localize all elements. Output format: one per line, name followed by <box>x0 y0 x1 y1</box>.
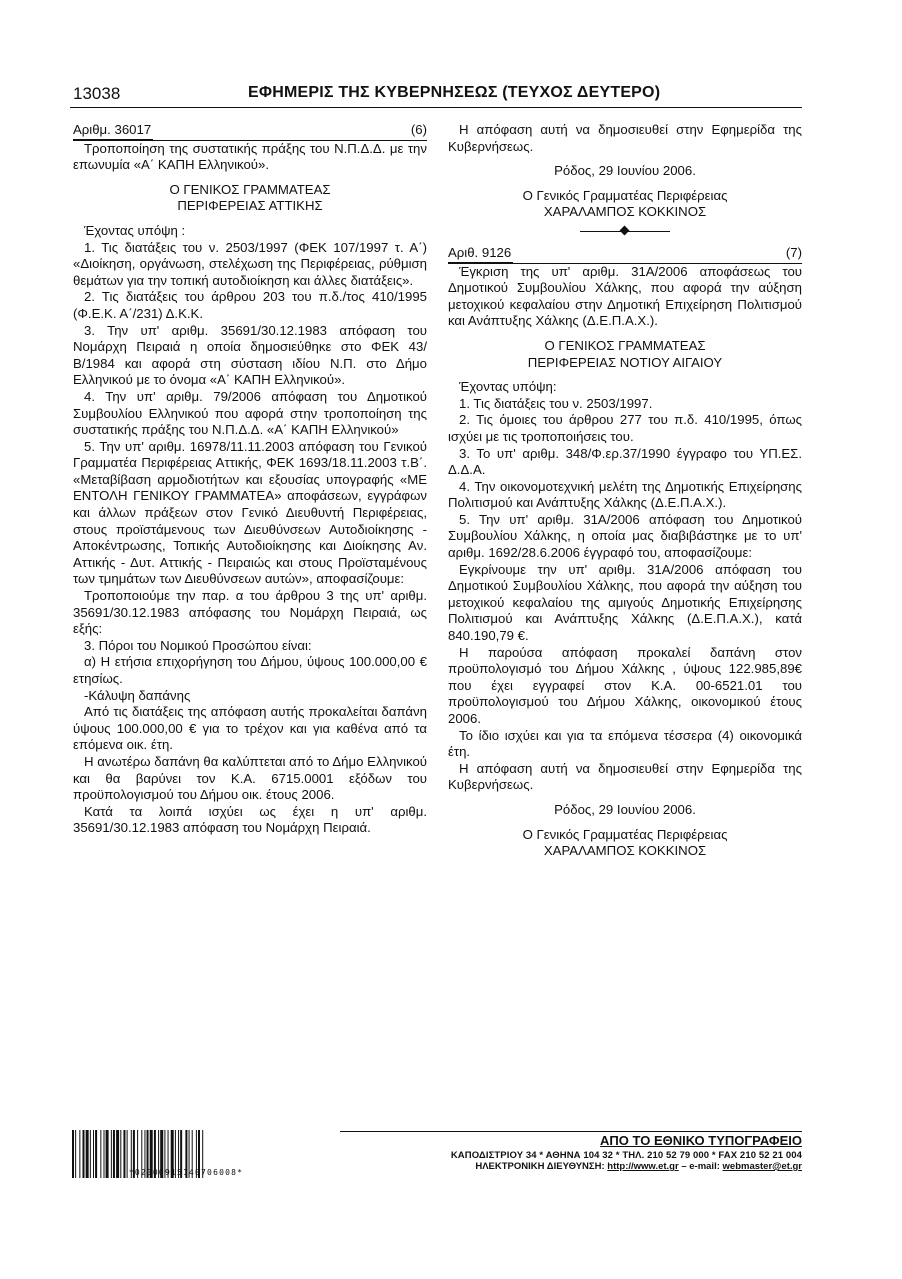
decision-7-signer: ΧΑΡΑΛΑΜΠΟΣ ΚΟΚΚΙΝΟΣ <box>543 843 707 859</box>
decision-6-publish-note: Η απόφαση αυτή να δημοσιευθεί στην Εφημερίδα της Κυβερνήσεως. <box>448 122 802 154</box>
decision-7-paragraph: Το ίδιο ισχύει και για τα επόμενα τέσσερα (4) οικονομικά έτη. <box>448 727 802 760</box>
left-column <box>73 122 427 837</box>
decision-6-intro: Έχοντας υπόψη : <box>84 222 186 238</box>
decision-6-paragraph: 5. Την υπ' αριθμ. 16978/11.11.2003 απόφαση του Γενικού Γραμματέα Περιφέρειας Αττικής, ΦΕΚ 1693/18.11.2003 τ.Β΄. «Μεταβίβαση αρμοδιοτήτων και εξουσίας υπογραφής «ΜΕ ΕΝΤΟΛΗ ΓΕΝΙΚΟΥ ΓΡΑΜΜΑΤΕΑ» αποφάσεων, εγγράφων και άλλων πράξεων στον Γενικό Διευθυντή Περιφέρειας, στους προϊστάμενους των Διευθύνσεων Αυτοδιοίκησης - Αποκέντρωσης, Τοπικής Αυτοδιοίκησης και Διοίκησης Αν. Αττικής - Δυτ. Αττικής - Πειραιώς και στους Προϊσταμένους των τμημάτων των Διευθύνσεων αυτών», αποφασίζουμε: <box>73 438 427 587</box>
decision-6-number: Αριθμ. 36017 <box>73 122 153 140</box>
decision-7-paragraph: 5. Την υπ' αριθμ. 31Α/2006 απόφαση του Δημοτικού Συμβουλίου Χάλκης, η οποία μας διαβιβάστηκε με το υπ' αριθμ. 1692/28.6.2006 έγγραφό του, αποφασίζουμε: <box>448 511 802 561</box>
running-head: ΕΦΗΜΕΡΙΣ ΤΗΣ ΚΥΒΕΡΝΗΣΕΩΣ (ΤΕΥΧΟΣ ΔΕΥΤΕΡΟ) <box>248 84 661 101</box>
decision-7-title: Έγκριση της υπ' αριθμ. 31Α/2006 αποφάσεως του Δημοτικού Συμβουλίου Χάλκης, που αφορά την αύξηση μετοχικού κεφαλαίου στην Δημοτική Επιχείρηση Πολιτισμού και Ανάπτυξης Χάλκης (Δ.Ε.Π.Α.Χ.). <box>448 263 802 329</box>
decision-7-intro: Έχοντας υπόψη: <box>459 379 557 395</box>
decision-6-paragraph: 4. Την υπ' αριθμ. 79/2006 απόφαση του Δημοτικού Συμβουλίου Ελληνικού που αφορά στην τροποποίηση της συστατικής πράξης του Ν.Π.Δ.Δ. «Α΄ ΚΑΠΗ Ελληνικού» <box>73 388 427 438</box>
decision-7-paragraph: Εγκρίνουμε την υπ' αριθμ. 31Α/2006 απόφαση του Δημοτικού Συμβουλίου Χάλκης, που αφορά την αύξηση του μετοχικού κεφαλαίου της αμιγούς Δημοτικής Επιχείρησης Πολιτισμού και Ανάπτυξης Χάλκης (Δ.Ε.Π.Α.Χ.), κατά 840.190,79 €. <box>448 561 802 644</box>
right-column <box>448 122 802 860</box>
email-link[interactable]: webmaster@et.gr <box>722 1161 802 1172</box>
decision-7-date: Ρόδος, 29 Ιουνίου 2006. <box>554 801 696 817</box>
web-link[interactable]: http://www.et.gr <box>607 1161 679 1172</box>
decision-6-paragraph: α) Η ετήσια επιχορήγηση του Δήμου, ύψους 100.000,00 € ετησίως. <box>73 654 427 686</box>
head-rule <box>70 107 802 108</box>
decision-7-paragraph: 2. Τις όμοιες του άρθρου 277 του π.δ. 410/1995, όπως ισχύει με τις τροποποιήσεις του. <box>448 412 802 444</box>
decision-6-title: Τροποποίηση της συστατικής πράξης του Ν.Π.Δ.Δ. με την επωνυμία «Α΄ ΚΑΠΗ Ελληνικού». <box>73 140 427 173</box>
page-number: 13038 <box>73 84 121 103</box>
decision-7-paragraph: 3. Το υπ' αριθμ. 348/Φ.ερ.37/1990 έγγραφο του ΥΠ.ΕΣ. Δ.Δ.Α. <box>448 445 802 478</box>
printer-title: ΑΠΟ ΤΟ ΕΘΝΙΚΟ ΤΥΠΟΓΡΑΦΕΙΟ <box>600 1133 802 1148</box>
decision-6-paragraph: Τροποποιούμε την παρ. α του άρθρου 3 της υπ' αριθμ. 35691/30.12.1983 απόφασης του Νομάρχη Πειραιά, ως εξής: <box>73 588 427 637</box>
divider-diamond-icon <box>620 226 630 236</box>
decision-6-paragraph: 2. Τις διατάξεις του άρθρου 203 του π.δ./τος 410/1995 (Φ.Ε.Κ. Α΄/231) Δ.Κ.Κ. <box>73 289 427 321</box>
web-label: ΗΛΕΚΤΡΟΝΙΚΗ ΔΙΕΥΘΥΝΣΗ: <box>475 1161 608 1172</box>
footer-rule <box>340 1131 802 1132</box>
decision-6-paragraph: Κατά τα λοιπά ισχύει ως έχει η υπ' αριθμ. 35691/30.12.1983 απόφαση του Νομάρχη Πειραιά. <box>73 803 427 836</box>
decision-7-authority-1: Ο ΓΕΝΙΚΟΣ ΓΡΑΜΜΑΤΕΑΣ <box>544 337 706 353</box>
decision-7-number: Αριθ. 9126 <box>448 245 513 263</box>
decision-7-authority-2: ΠΕΡΙΦΕΡΕΙΑΣ ΝΟΤΙΟΥ ΑΙΓΑΙΟΥ <box>527 354 723 370</box>
decision-6-paragraph: 3. Πόροι του Νομικού Προσώπου είναι: <box>84 637 312 653</box>
decision-6-paragraph: Η ανωτέρω δαπάνη θα καλύπτεται από το Δήμο Ελληνικού και θα βαρύνει τον Κ.Α. 6715.0001 εξόδων του προϋπολογισμού του Δήμου οικ. έτους 2006. <box>73 753 427 803</box>
decision-6-signoff-2: ΧΑΡΑΛΑΜΠΟΣ ΚΟΚΚΙΝΟΣ <box>543 204 707 220</box>
decision-6-seq: (6) <box>410 122 427 137</box>
decision-7-paragraph: 4. Την οικονομοτεχνική μελέτη της Δημοτικής Επιχείρησης Πολιτισμού και Ανάπτυξης Χάλκης (Δ.Ε.Π.Α.Χ.). <box>448 478 802 511</box>
decision-6-paragraph: 3. Την υπ' αριθμ. 35691/30.12.1983 απόφαση του Νομάρχη Πειραιά η οποία δημοσιεύθηκε στο ΦΕΚ 43/Β/1984 και αφορά στη σύσταση ιδίου Ν.Π. στο Δήμο Ελληνικού με το όνομα «Α΄ ΚΑΠΗ Ελληνικού». <box>73 322 427 388</box>
decision-6-authority-1: Ο ΓΕΝΙΚΟΣ ΓΡΑΜΜΑΤΕΑΣ <box>169 181 331 197</box>
barcode-text: *02000915140706008* <box>128 1168 244 1177</box>
decision-6-paragraph: Από τις διατάξεις της απόφαση αυτής προκαλείται δαπάνη ύψους 100.000,00 € για το τρέχον και για καθένα από τα επόμενα οικ. έτη. <box>73 704 427 753</box>
decision-6-signoff-1: Ο Γενικός Γραμματέας Περιφέρειας <box>522 187 728 203</box>
decision-7-paragraph: 1. Τις διατάξεις του ν. 2503/1997. <box>459 395 653 411</box>
decision-6-authority-2: ΠΕΡΙΦΕΡΕΙΑΣ ΑΤΤΙΚΗΣ <box>177 198 323 214</box>
decision-6-date: Ρόδος, 29 Ιουνίου 2006. <box>554 163 696 179</box>
decision-6-number-line <box>73 122 427 140</box>
decision-7-number-line <box>448 245 802 263</box>
decision-7-paragraph: Η απόφαση αυτή να δημοσιευθεί στην Εφημερίδα της Κυβερνήσεως. <box>448 760 802 793</box>
printer-web-line <box>475 1161 802 1172</box>
section-divider <box>580 225 670 239</box>
decision-7-seq: (7) <box>785 244 802 260</box>
email-label: – e-mail: <box>678 1161 723 1172</box>
printer-address: ΚΑΠΟΔΙΣΤΡΙΟΥ 34 * ΑΘΗΝΑ 104 32 * ΤΗΛ. 210 52 79 000 * FAX 210 52 21 004 <box>450 1150 802 1161</box>
decision-6-paragraph: -Κάλυψη δαπάνης <box>84 687 191 703</box>
decision-6-paragraph: 1. Τις διατάξεις του ν. 2503/1997 (ΦΕΚ 107/1997 τ. Α΄) «Διοίκηση, οργάνωση, στελέχωση της Περιφέρειας, ρύθμιση θεμάτων για την τοπική αυτοδιοίκηση και άλλες διατάξεις». <box>73 239 427 288</box>
decision-7-signoff-1: Ο Γενικός Γραμματέας Περιφέρειας <box>522 826 728 842</box>
decision-7-paragraph: Η παρούσα απόφαση προκαλεί δαπάνη στον προϋπολογισμό του Δήμου Χάλκης , ύψους 122.985,89€ που έχει εγγραφεί στον Κ.Α. 00-6521.01 του προϋπολογισμού του Δήμου Χάλκης, οικονομικού έτους 2006. <box>448 644 802 726</box>
